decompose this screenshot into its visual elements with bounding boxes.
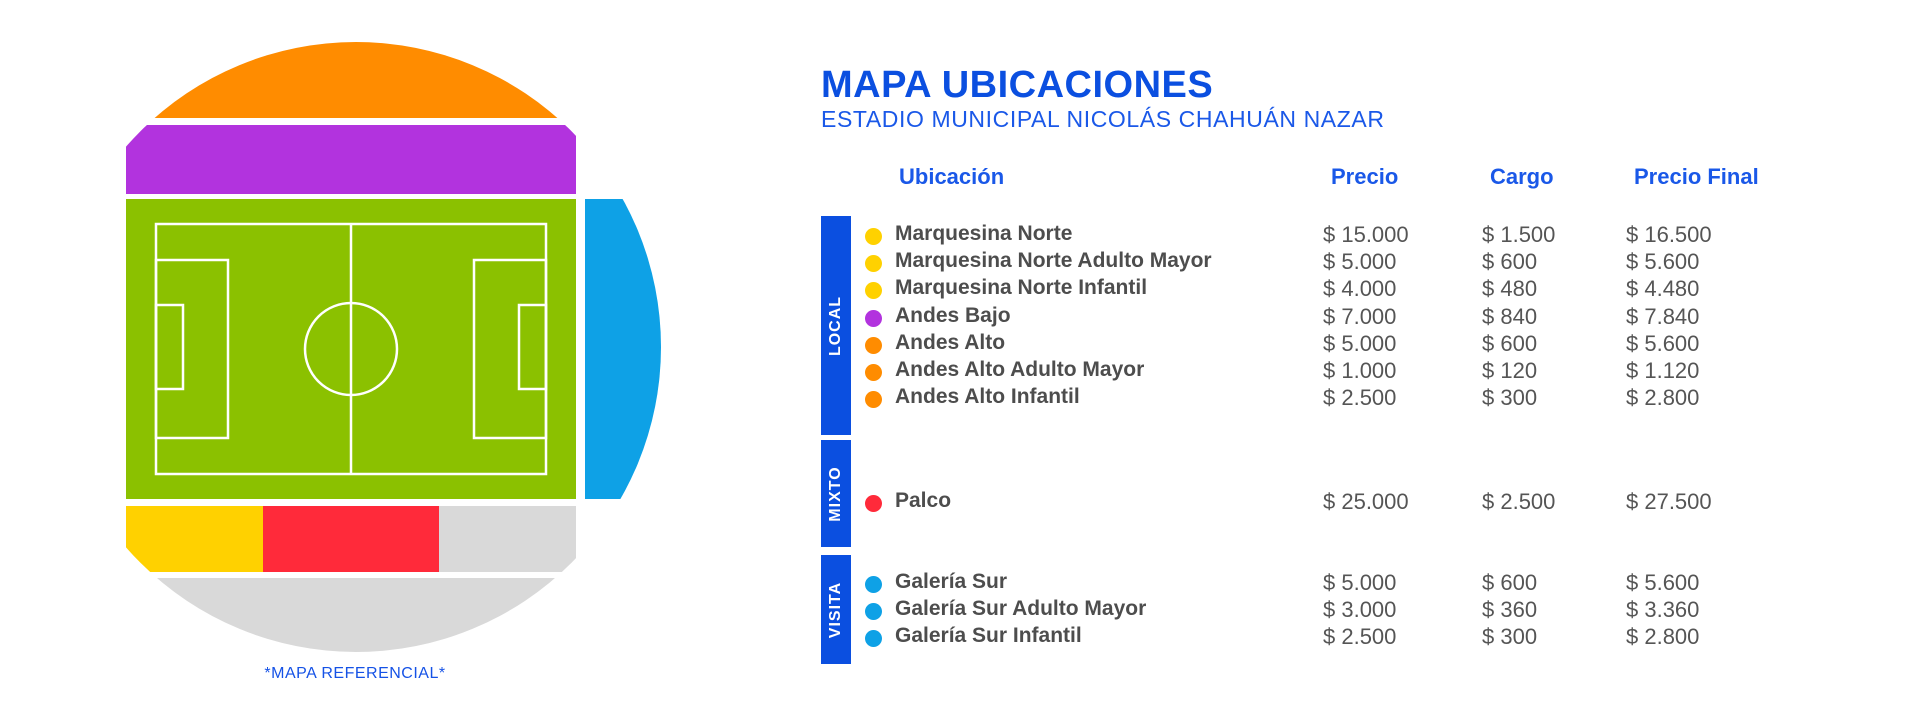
charge-cell: $ 360 [1482, 597, 1538, 623]
table-row [0, 489, 1920, 516]
section-color-dot [865, 391, 882, 408]
charge-cell: $ 120 [1482, 358, 1538, 383]
section-color-dot [865, 310, 882, 327]
charge-cell: $ 1.500 [1482, 222, 1556, 247]
group-label: VISITA [827, 581, 844, 638]
price-cell: $ 2.500 [1323, 385, 1397, 411]
section-color-dot [865, 630, 882, 647]
north-band-section[interactable] [126, 125, 576, 194]
group-label: MIXTO [827, 465, 844, 522]
charge-cell: $ 840 [1482, 303, 1538, 329]
price-cell: $ 3.000 [1323, 597, 1397, 623]
table-row [0, 597, 1920, 624]
group-label: LOCAL [827, 295, 844, 356]
page-title: MAPA UBICACIONES [821, 64, 1214, 106]
price-cell: $ 25.000 [1323, 489, 1409, 514]
north-cap-section[interactable] [0, 0, 700, 118]
charge-cell: $ 2.500 [1482, 489, 1556, 514]
location-name: Marquesina Norte [895, 222, 1073, 245]
column-header-charge: Cargo [1490, 164, 1554, 189]
location-name: Galería Sur Adulto Mayor [895, 597, 1147, 621]
table-row [0, 358, 1920, 385]
table-row [0, 249, 1920, 276]
location-name: Palco [895, 489, 952, 512]
charge-cell: $ 300 [1482, 385, 1538, 411]
section-color-dot [865, 228, 882, 245]
final-price-cell: $ 5.600 [1626, 249, 1700, 275]
column-header-location: Ubicación [899, 164, 1005, 189]
location-name: Andes Alto Infantil [895, 385, 1080, 409]
final-price-cell: $ 5.600 [1626, 570, 1700, 595]
section-color-dot [865, 255, 882, 272]
final-price-cell: $ 2.800 [1626, 624, 1700, 650]
location-name: Galería Sur [895, 570, 1008, 593]
price-cell: $ 4.000 [1323, 276, 1397, 302]
map-note: *MAPA REFERENCIAL* [264, 665, 446, 682]
location-name: Andes Alto [895, 330, 1006, 354]
final-price-cell: $ 2.800 [1626, 385, 1700, 411]
table-row [0, 570, 1920, 597]
final-price-cell: $ 3.360 [1626, 597, 1700, 623]
location-name: Andes Alto Adulto Mayor [895, 358, 1145, 381]
final-price-cell: $ 7.840 [1626, 303, 1700, 329]
table-row [0, 385, 1920, 412]
final-price-cell: $ 16.500 [1626, 222, 1712, 247]
final-price-cell: $ 1.120 [1626, 358, 1700, 383]
section-color-dot [865, 495, 882, 512]
page-subtitle: ESTADIO MUNICIPAL NICOLÁS CHAHUÁN NAZAR [821, 106, 1385, 132]
table-row [0, 624, 1920, 651]
section-color-dot [865, 364, 882, 381]
price-cell: $ 2.500 [1323, 624, 1397, 650]
price-cell: $ 1.000 [1323, 358, 1397, 383]
final-price-cell: $ 4.480 [1626, 276, 1700, 302]
final-price-cell: $ 5.600 [1626, 330, 1700, 356]
charge-cell: $ 600 [1482, 570, 1538, 595]
section-color-dot [865, 603, 882, 620]
price-cell: $ 5.000 [1323, 570, 1397, 595]
price-cell: $ 5.000 [1323, 249, 1397, 275]
column-header-price: Precio [1331, 164, 1399, 189]
location-name: Marquesina Norte Adulto Mayor [895, 249, 1212, 273]
table-row [0, 331, 1920, 358]
table-row [0, 222, 1920, 249]
table-row [0, 276, 1920, 303]
column-header-final: Precio Final [1634, 164, 1759, 189]
price-cell: $ 7.000 [1323, 303, 1397, 329]
final-price-cell: $ 27.500 [1626, 489, 1712, 514]
price-cell: $ 5.000 [1323, 330, 1397, 356]
location-name: Andes Bajo [895, 303, 1011, 327]
section-color-dot [865, 282, 882, 299]
price-cell: $ 15.000 [1323, 222, 1409, 247]
section-color-dot [865, 337, 882, 354]
table-row [0, 304, 1920, 331]
charge-cell: $ 300 [1482, 624, 1538, 650]
location-name: Marquesina Norte Infantil [895, 276, 1148, 300]
charge-cell: $ 600 [1482, 249, 1538, 275]
charge-cell: $ 480 [1482, 276, 1538, 302]
charge-cell: $ 600 [1482, 330, 1538, 356]
location-name: Galería Sur Infantil [895, 624, 1082, 648]
section-color-dot [865, 576, 882, 593]
